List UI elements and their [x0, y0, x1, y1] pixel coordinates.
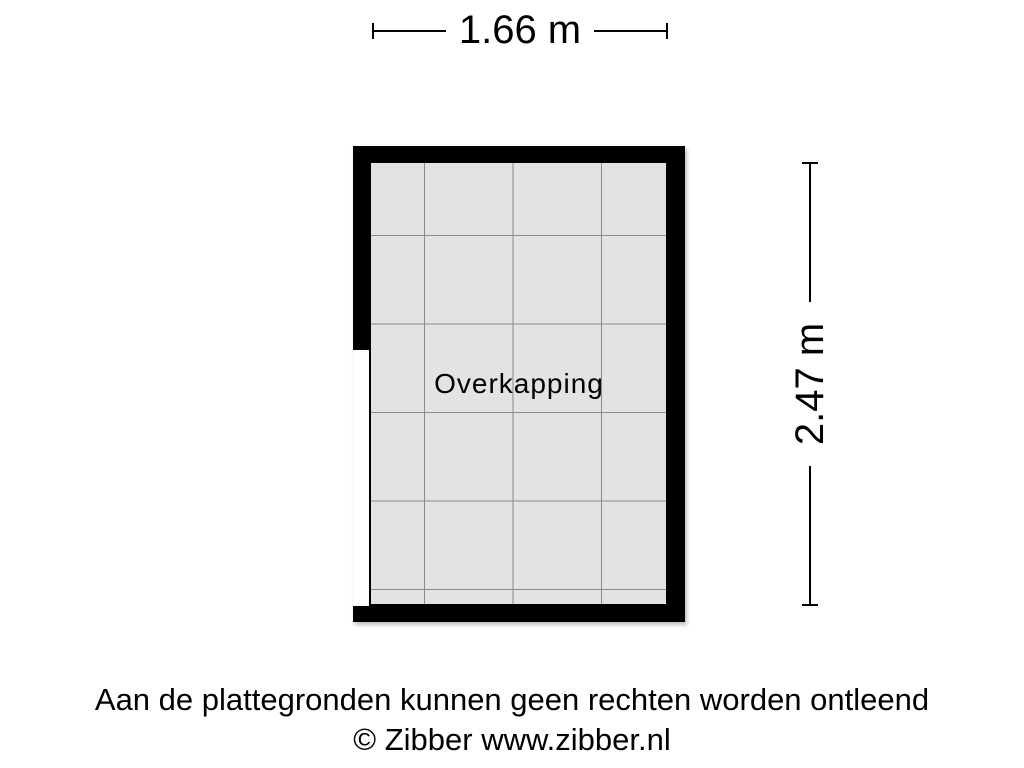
height-dimension-tick-bottom: [802, 604, 818, 606]
width-dimension-line-right: [594, 30, 668, 32]
width-dimension-label: 1.66 m: [458, 8, 582, 52]
footer: [0, 680, 1024, 760]
width-dimension-tick-right: [666, 23, 668, 39]
copyright-text: © Zibber www.zibber.nl: [353, 722, 671, 757]
height-dimension-line-top: [809, 162, 811, 302]
height-dimension-label: 2.47 m: [788, 322, 832, 446]
floor-plan-wall: [353, 146, 685, 622]
height-dimension-line-bottom: [809, 466, 811, 606]
room-label: Overkapping: [434, 368, 604, 399]
disclaimer-text: Aan de plattegronden kunnen geen rechten worden ontleend: [94, 682, 930, 717]
width-dimension: [372, 8, 668, 52]
height-dimension: [788, 162, 832, 606]
